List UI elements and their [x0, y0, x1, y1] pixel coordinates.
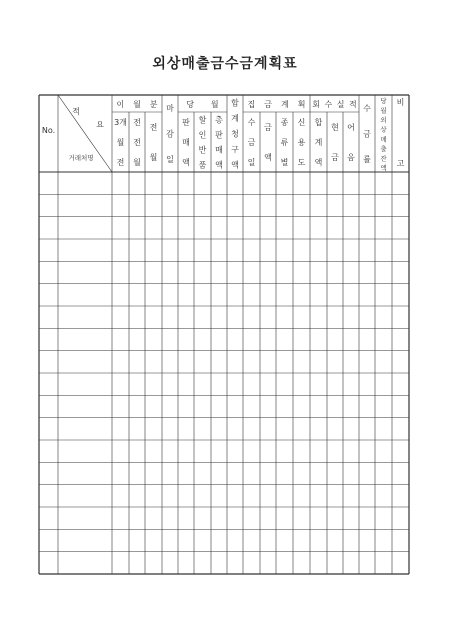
month-end-balance-column-header: 상	[380, 125, 387, 134]
sales-column-header: 인	[198, 130, 207, 140]
plan-column-header: 일	[247, 158, 256, 167]
sales-column-header: 판	[215, 130, 223, 140]
remark-column-header: 비	[396, 98, 405, 107]
sales-column-header: 할	[198, 115, 207, 125]
sales-column-header: 액	[182, 158, 190, 167]
plan-column-header: 용	[297, 138, 306, 147]
month-end-balance-column-header: 출	[380, 144, 387, 153]
carryover-column-header: 월	[133, 158, 141, 167]
result-column-header: 합	[314, 118, 323, 127]
carryover-group-header: 분	[149, 100, 158, 109]
collection-plan-group-header: 집	[247, 100, 256, 109]
total-claim-column-header: 액	[231, 160, 239, 170]
carryover-column-header: 전	[133, 118, 141, 127]
summary-label: 적	[72, 107, 80, 116]
collection-result-group-header: 적	[349, 100, 357, 109]
remark-column-header: 고	[396, 159, 405, 168]
total-claim-column-header: 계	[231, 114, 239, 124]
deadline-column-header: 감	[166, 129, 174, 139]
carryover-group-header: 월	[133, 100, 141, 109]
result-column-header: 계	[314, 138, 323, 147]
carryover-column-header: 전	[133, 138, 141, 147]
carryover-column-header: 전	[149, 123, 158, 132]
summary-label: 요	[96, 120, 104, 129]
carryover-column-header: 전	[116, 158, 125, 167]
plan-column-header: 별	[280, 158, 289, 167]
deadline-column-header: 마	[166, 103, 174, 113]
plan-column-header: 종	[280, 118, 289, 127]
sales-column-header: 매	[215, 145, 223, 155]
sales-column-header: 품	[198, 160, 207, 170]
no-column-header: No.	[41, 126, 56, 135]
total-claim-column-header: 합	[231, 98, 239, 108]
collection-result-group-header: 회	[312, 100, 320, 109]
total-claim-column-header: 구	[231, 144, 239, 154]
sales-column-header: 매	[182, 138, 190, 147]
deadline-column-header: 일	[166, 155, 174, 165]
carryover-column-header: 월	[116, 138, 125, 147]
total-claim-column-header: 청	[231, 129, 239, 139]
month-end-balance-column-header: 외	[380, 116, 387, 125]
collection-rate-column-header: 률	[363, 155, 371, 165]
collection-rate-column-header: 수	[363, 103, 371, 113]
plan-column-header: 도	[297, 158, 306, 167]
month-end-balance-column-header: 잔	[380, 154, 387, 163]
monthly-sales-group-header: 당	[186, 100, 195, 109]
plan-column-header: 액	[264, 153, 272, 162]
collection-plan-group-header: 금	[264, 100, 272, 109]
collection-plan-group-header: 계	[281, 100, 289, 109]
plan-column-header: 금	[247, 138, 256, 147]
month-end-balance-column-header: 월	[380, 106, 387, 115]
result-column-header: 액	[314, 158, 323, 167]
collection-rate-column-header: 금	[363, 129, 371, 139]
page-title: 외상매출금수금계획표	[152, 56, 298, 72]
plan-column-header: 신	[297, 118, 306, 127]
monthly-sales-group-header: 월	[210, 100, 219, 109]
month-end-balance-column-header: 매	[380, 135, 387, 144]
sales-column-header: 총	[215, 115, 223, 125]
client-name-header: 거래처명	[68, 154, 94, 162]
plan-column-header: 수	[247, 118, 256, 127]
carryover-column-header: 월	[149, 153, 158, 162]
plan-column-header: 류	[280, 138, 289, 147]
sales-column-header: 판	[182, 118, 190, 127]
result-column-header: 현	[331, 123, 339, 132]
carryover-column-header: 3개	[114, 118, 127, 127]
result-column-header: 어	[347, 123, 355, 132]
collection-result-group-header: 수	[324, 100, 333, 109]
collection-plan-group-header: 획	[297, 100, 306, 109]
month-end-balance-column-header: 액	[380, 164, 387, 173]
month-end-balance-column-header: 당	[380, 96, 387, 105]
result-column-header: 금	[331, 153, 339, 162]
sales-column-header: 액	[215, 160, 223, 170]
sales-column-header: 반	[198, 145, 207, 155]
plan-column-header: 금	[264, 123, 272, 132]
collection-result-group-header: 실	[336, 100, 345, 109]
carryover-group-header: 이	[116, 100, 125, 109]
result-column-header: 음	[347, 153, 355, 162]
